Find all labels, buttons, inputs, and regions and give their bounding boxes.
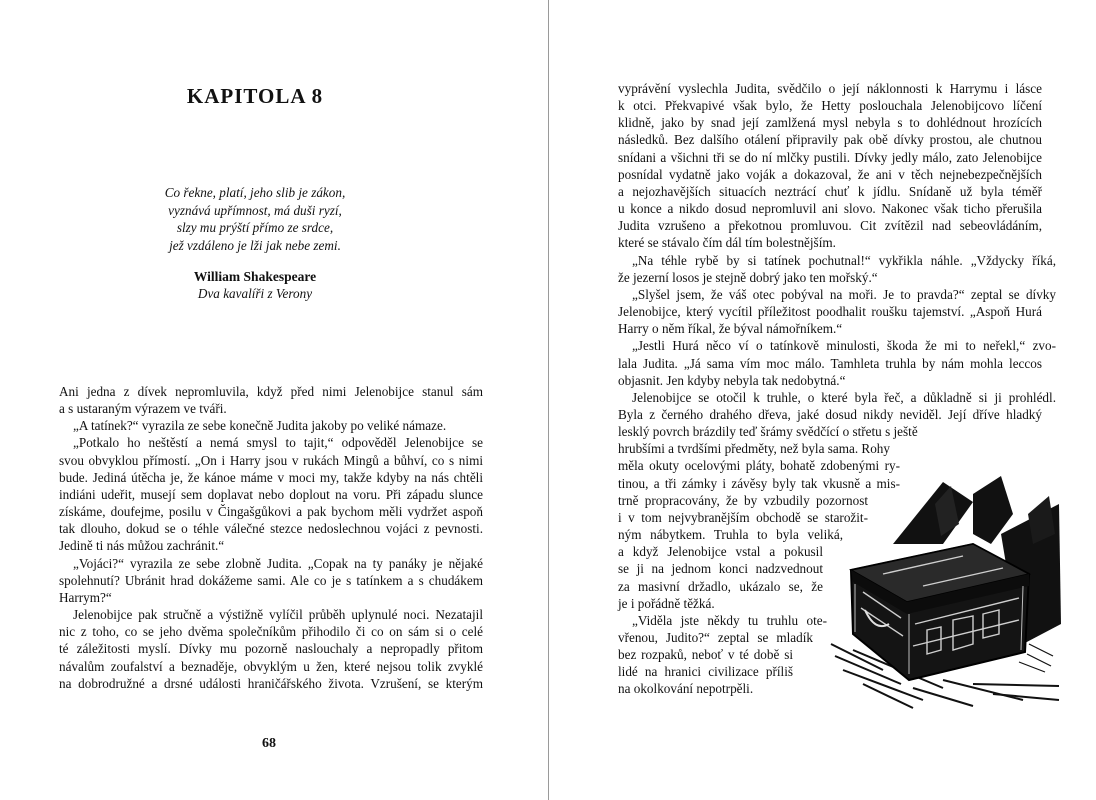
text-line: svou obvyklou přímostí. „On i Harry jsou v rukách Mingů a bůhví, co s nimi	[59, 452, 483, 468]
text-line: se ji na jednom konci nadzvednout	[618, 561, 823, 577]
text-line: měla okuty ocelovými pláty, bohatě zdobenými ry-	[618, 458, 900, 474]
text-line: že jezerní losos je stejně dobrý jako ten mořský.“	[618, 269, 878, 285]
epigraph-line: Co řekne, platí, jeho slib je zákon,	[164, 185, 346, 200]
text-line: k otci. Překvapivé však bylo, že Hetty poslouchala Jelenobijcovo líčení	[618, 98, 1042, 114]
text-line: na okolkování nepotrpěli.	[618, 681, 754, 697]
text-line: hrubšími a tvrdšími předměty, než byla sama. Rohy	[618, 441, 890, 457]
text-line: následků. Bez dalšího otálení připravily pak obě dívky prostou, ale chutnou	[618, 132, 1042, 148]
text-line: „Potkalo ho neštěstí a nemá smysl to tajit,“ odpověděl Jelenobijce se	[73, 435, 483, 451]
text-line: bez rozpaků, neboť v té době si	[618, 647, 793, 663]
text-line: klidně, jako by snad její zamlžená mysl nebyla s to dohlédnout hrozících	[618, 115, 1042, 131]
text-line: návalům zoufalství a beznaděje, obvyklým u žen, které nejsou tolik zvyklé	[59, 658, 483, 674]
text-line: a když Jelenobijce vstal a pokusil	[618, 544, 823, 560]
text-line: „Slyšel jsem, že váš otec pobýval na moři. Je to pravda?“ zeptal se dívky	[632, 286, 1056, 302]
text-line: „Na téhle rybě by si tatínek pochutnal!“ vykřikla náhle. „Vždycky říká,	[632, 252, 1056, 268]
text-line: na dobrodružné a drsné události hraničářského života. Vzrušení, se kterým	[59, 675, 483, 691]
text-line: lala Judita. „Já sama vím moc málo. Tamhleta truhla by nám mohla leccos	[618, 355, 1042, 371]
text-line: získáme, doufejme, posilu v Čingašgůkovi a pak bychom měli vydržet aspoň	[59, 504, 483, 520]
text-line: snídani a všichni tři se do ní mlčky pustili. Dívky jedly málo, zato Jelenobijce	[618, 149, 1042, 165]
text-line: ným nábytkem. Truhla to byla veliká,	[618, 527, 843, 543]
text-line: Judita vzrušeno a překotnou promluvou. Cit zvítězil nad sebeovládáním,	[618, 218, 1042, 234]
page-number: 68	[262, 736, 276, 751]
text-line: „A tatínek?“ vyrazila ze sebe konečně Judita jakoby po veliké námaze.	[73, 418, 447, 434]
epigraph-line: jež vzdáleno je lži jak nebe zemi.	[169, 237, 341, 253]
text-line: Jelenobijce pak stručně a výstižně vylíčil průběh uplynulé noci. Nezatajil	[73, 607, 483, 623]
text-line: u konce a nikdo dosud nepromluvil ani slovo. Nakonec však ticho přerušila	[618, 201, 1042, 217]
text-line: objasnit. Jen kdyby nebyla tak nedobytná.“	[618, 372, 846, 388]
text-line: spolehnutí? Ubránit hrad dokážeme sami. Ale co je s tatínkem a s chudákem	[59, 572, 483, 588]
text-line: té záležitosti myslí. Dívky mu pozorně naslouchaly a nepropadly přitom	[59, 641, 483, 657]
text-line: lidé na hranici civilizace příliš	[618, 664, 793, 680]
text-line: „Viděla jste někdy tu truhlu ote-	[632, 612, 827, 628]
text-line: „Vojáci?“ vyrazila ze sebe zlobně Judita. „Copak na ty panáky je nějaké	[73, 555, 483, 571]
text-line: indiáni udeřit, musejí sem doplavat nebo doplout na voru. Při západu slunce	[59, 486, 483, 502]
text-line: „Jestli Hurá něco ví o tatínkově minulosti, škoda že mi to neřekl,“ zvo-	[632, 338, 1056, 354]
epigraph-line: vyznává upřímnost, má duši ryzí,	[168, 202, 342, 218]
text-line: Harrym?“	[59, 589, 112, 605]
text-line: trně propracovány, že by vzbudily pozornost	[618, 492, 868, 508]
text-line: a s ustaraným výrazem ve tváři.	[59, 401, 227, 417]
text-line: Ani jedna z dívek nepromluvila, když před nimi Jelenobijce stanul sám	[59, 384, 483, 399]
text-line: Jelenobijce se otočil k truhle, o které byla řeč, a důkladně si ji prohlédl.	[632, 389, 1056, 405]
text-line: nic z toho, co se jeho dvěma společníkům přihodilo či co on sám si o celé	[59, 624, 483, 640]
chapter-title: KAPITOLA 8	[186, 84, 324, 108]
text-line: bude. Jediná útěcha je, že kánoe máme v moci my, takže kdyby na nás chtěli	[59, 469, 483, 485]
text-line: a nejozhavějších situacích neztrácí chuť k jídlu. Snídaně už byla téměř	[618, 183, 1042, 199]
text-line: Byla z černého drahého dřeva, jaké dosud nikdy neviděl. Její dříve hladký	[618, 406, 1042, 422]
epigraph-author: William Shakespeare	[193, 269, 317, 284]
text-line: vyprávění vyslechla Judita, svědčilo o její náklonnosti k Harrymu i lásce	[618, 81, 1042, 96]
epigraph-source: Dva kavalíři z Verony	[197, 286, 313, 301]
epigraph-line: slzy mu prýští přímo ze srdce,	[176, 220, 334, 235]
left-body-text	[59, 383, 483, 692]
text-line: které se stávalo čím dál tím bolestnějším.	[618, 235, 836, 251]
text-line: Jedině ti nás můžou zachránit.“	[59, 538, 225, 554]
text-line: Harry o něm říkal, že býval námořníkem.“	[618, 321, 843, 337]
text-line: tak dlouho, dokud se o téhle válečné stezce nedoslechnou vojáci z pevnosti.	[59, 521, 483, 537]
text-line: lesklý povrch brázdily teď šrámy svědčící o střetu s ještě	[618, 424, 918, 440]
text-line: za masivní držadlo, ukázalo se, že	[618, 578, 823, 594]
right-page	[549, 0, 1096, 800]
text-line: Jelenobijce, který vycítil příležitost poodhalit roušku tajemství. „Aspoň Hurá	[618, 304, 1042, 320]
text-line: vřenou, Judito?“ zeptal se mladík	[618, 630, 813, 645]
text-line: i v tom nejvybranějším obchodě se starožit-	[618, 509, 868, 525]
epigraph	[100, 184, 410, 254]
text-line: je i pořádně těžká.	[618, 595, 715, 611]
text-line: tinou, a tři zámky i závěsy byly tak vkusně a mis-	[618, 475, 900, 491]
wooden-chest-illustration	[823, 474, 1063, 710]
text-line: posnídal vydatně jako voják a dokazoval, že ani v těch nejnebezpečnějších	[618, 166, 1042, 182]
